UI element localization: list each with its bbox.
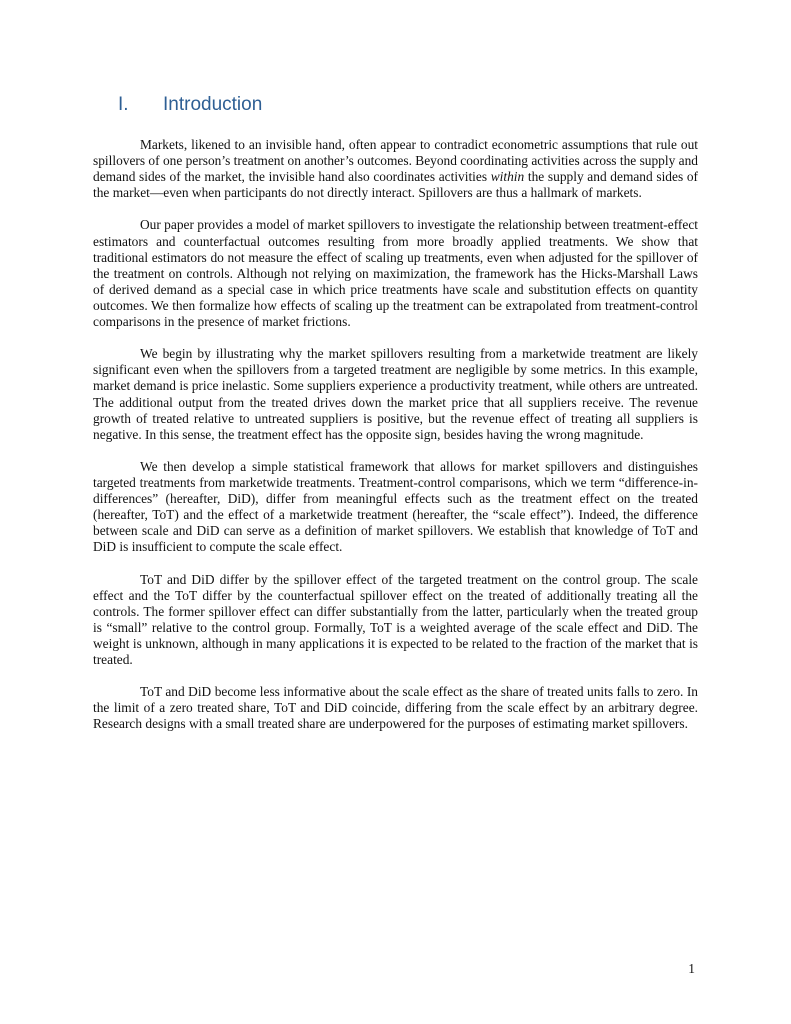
section-number: I.	[118, 94, 129, 115]
section-title: Introduction	[163, 94, 263, 115]
paragraph-1-part-a: Markets, likened to an invisible hand, often appear to contradict econometric assumptions that rule out spillovers of one person’s treatment on another’s outcomes. Beyond coordinating activities across the supply and demand sides of the market, the invisible hand also coordinates activities	[93, 137, 698, 185]
paragraph-2: Our paper provides a model of market spillovers to investigate the relationship between treatment-effect estimators and counterfactual outcomes resulting from more broadly applied treatments. We show that traditional estimators do not measure the effect of scaling up treatments, even when adjusted for the spillover of the treatment on controls. Although not relying on maximization, the framework has the Hicks-Marshall Laws of derived demand as a special case in which price treatments have scale and substitution effects on quantity outcomes. We then formalize how effects of scaling up the treatment can be extrapolated from treatment-control comparisons in the presence of market frictions.	[93, 217, 698, 330]
paragraph-5: ToT and DiD differ by the spillover effect of the targeted treatment on the control group. The scale effect and the ToT differ by the counterfactual spillover effect on the treated of additionally treating all the controls. The former spillover effect can differ substantially from the latter, particularly when the treated group is “small” relative to the control group. Formally, ToT is a weighted average of the scale effect and DiD. The weight is unknown, although in many applications it is expected to be related to the fraction of the market that is treated.	[93, 571, 698, 667]
paragraph-6: ToT and DiD become less informative about the scale effect as the share of treated units falls to zero. In the limit of a zero treated share, ToT and DiD coincide, differing from the scale effect by an arbitrary degree. Research designs with a small treated share are underpowered for the purposes of estimating market spillovers.	[93, 684, 698, 732]
paragraph-1	[93, 137, 698, 201]
paragraph-3: We begin by illustrating why the market spillovers resulting from a marketwide treatment are likely significant even when the spillovers from a targeted treatment are negligible by some metrics. In this example, market demand is price inelastic. Some suppliers experience a productivity treatment, while others are untreated. The additional output from the treated drives down the market price that all suppliers receive. The revenue growth of treated relative to untreated suppliers is positive, but the revenue effect of treating all suppliers is negative. In this sense, the treatment effect has the opposite sign, besides having the wrong magnitude.	[93, 346, 698, 442]
paragraph-1-part-b: the supply and demand sides of the market—even when participants do not directly interact. Spillovers are thus a hallmark of markets.	[93, 169, 698, 201]
section-heading	[118, 94, 262, 116]
paragraph-4: We then develop a simple statistical framework that allows for market spillovers and distinguishes targeted treatments from marketwide treatments. Treatment-control comparisons, which we term “difference-in-differences” (hereafter, DiD), differ from meaningful effects such as the treatment effect on the treated (hereafter, ToT) and the effect of a marketwide treatment (hereafter, the “scale effect”). Indeed, the difference between scale and DiD can serve as a definition of market spillovers. We establish that knowledge of ToT and DiD is insufficient to compute the scale effect.	[93, 458, 698, 555]
body-text	[93, 137, 698, 749]
page-number: 1	[688, 961, 695, 976]
paragraph-1-emphasis: within	[490, 169, 525, 185]
